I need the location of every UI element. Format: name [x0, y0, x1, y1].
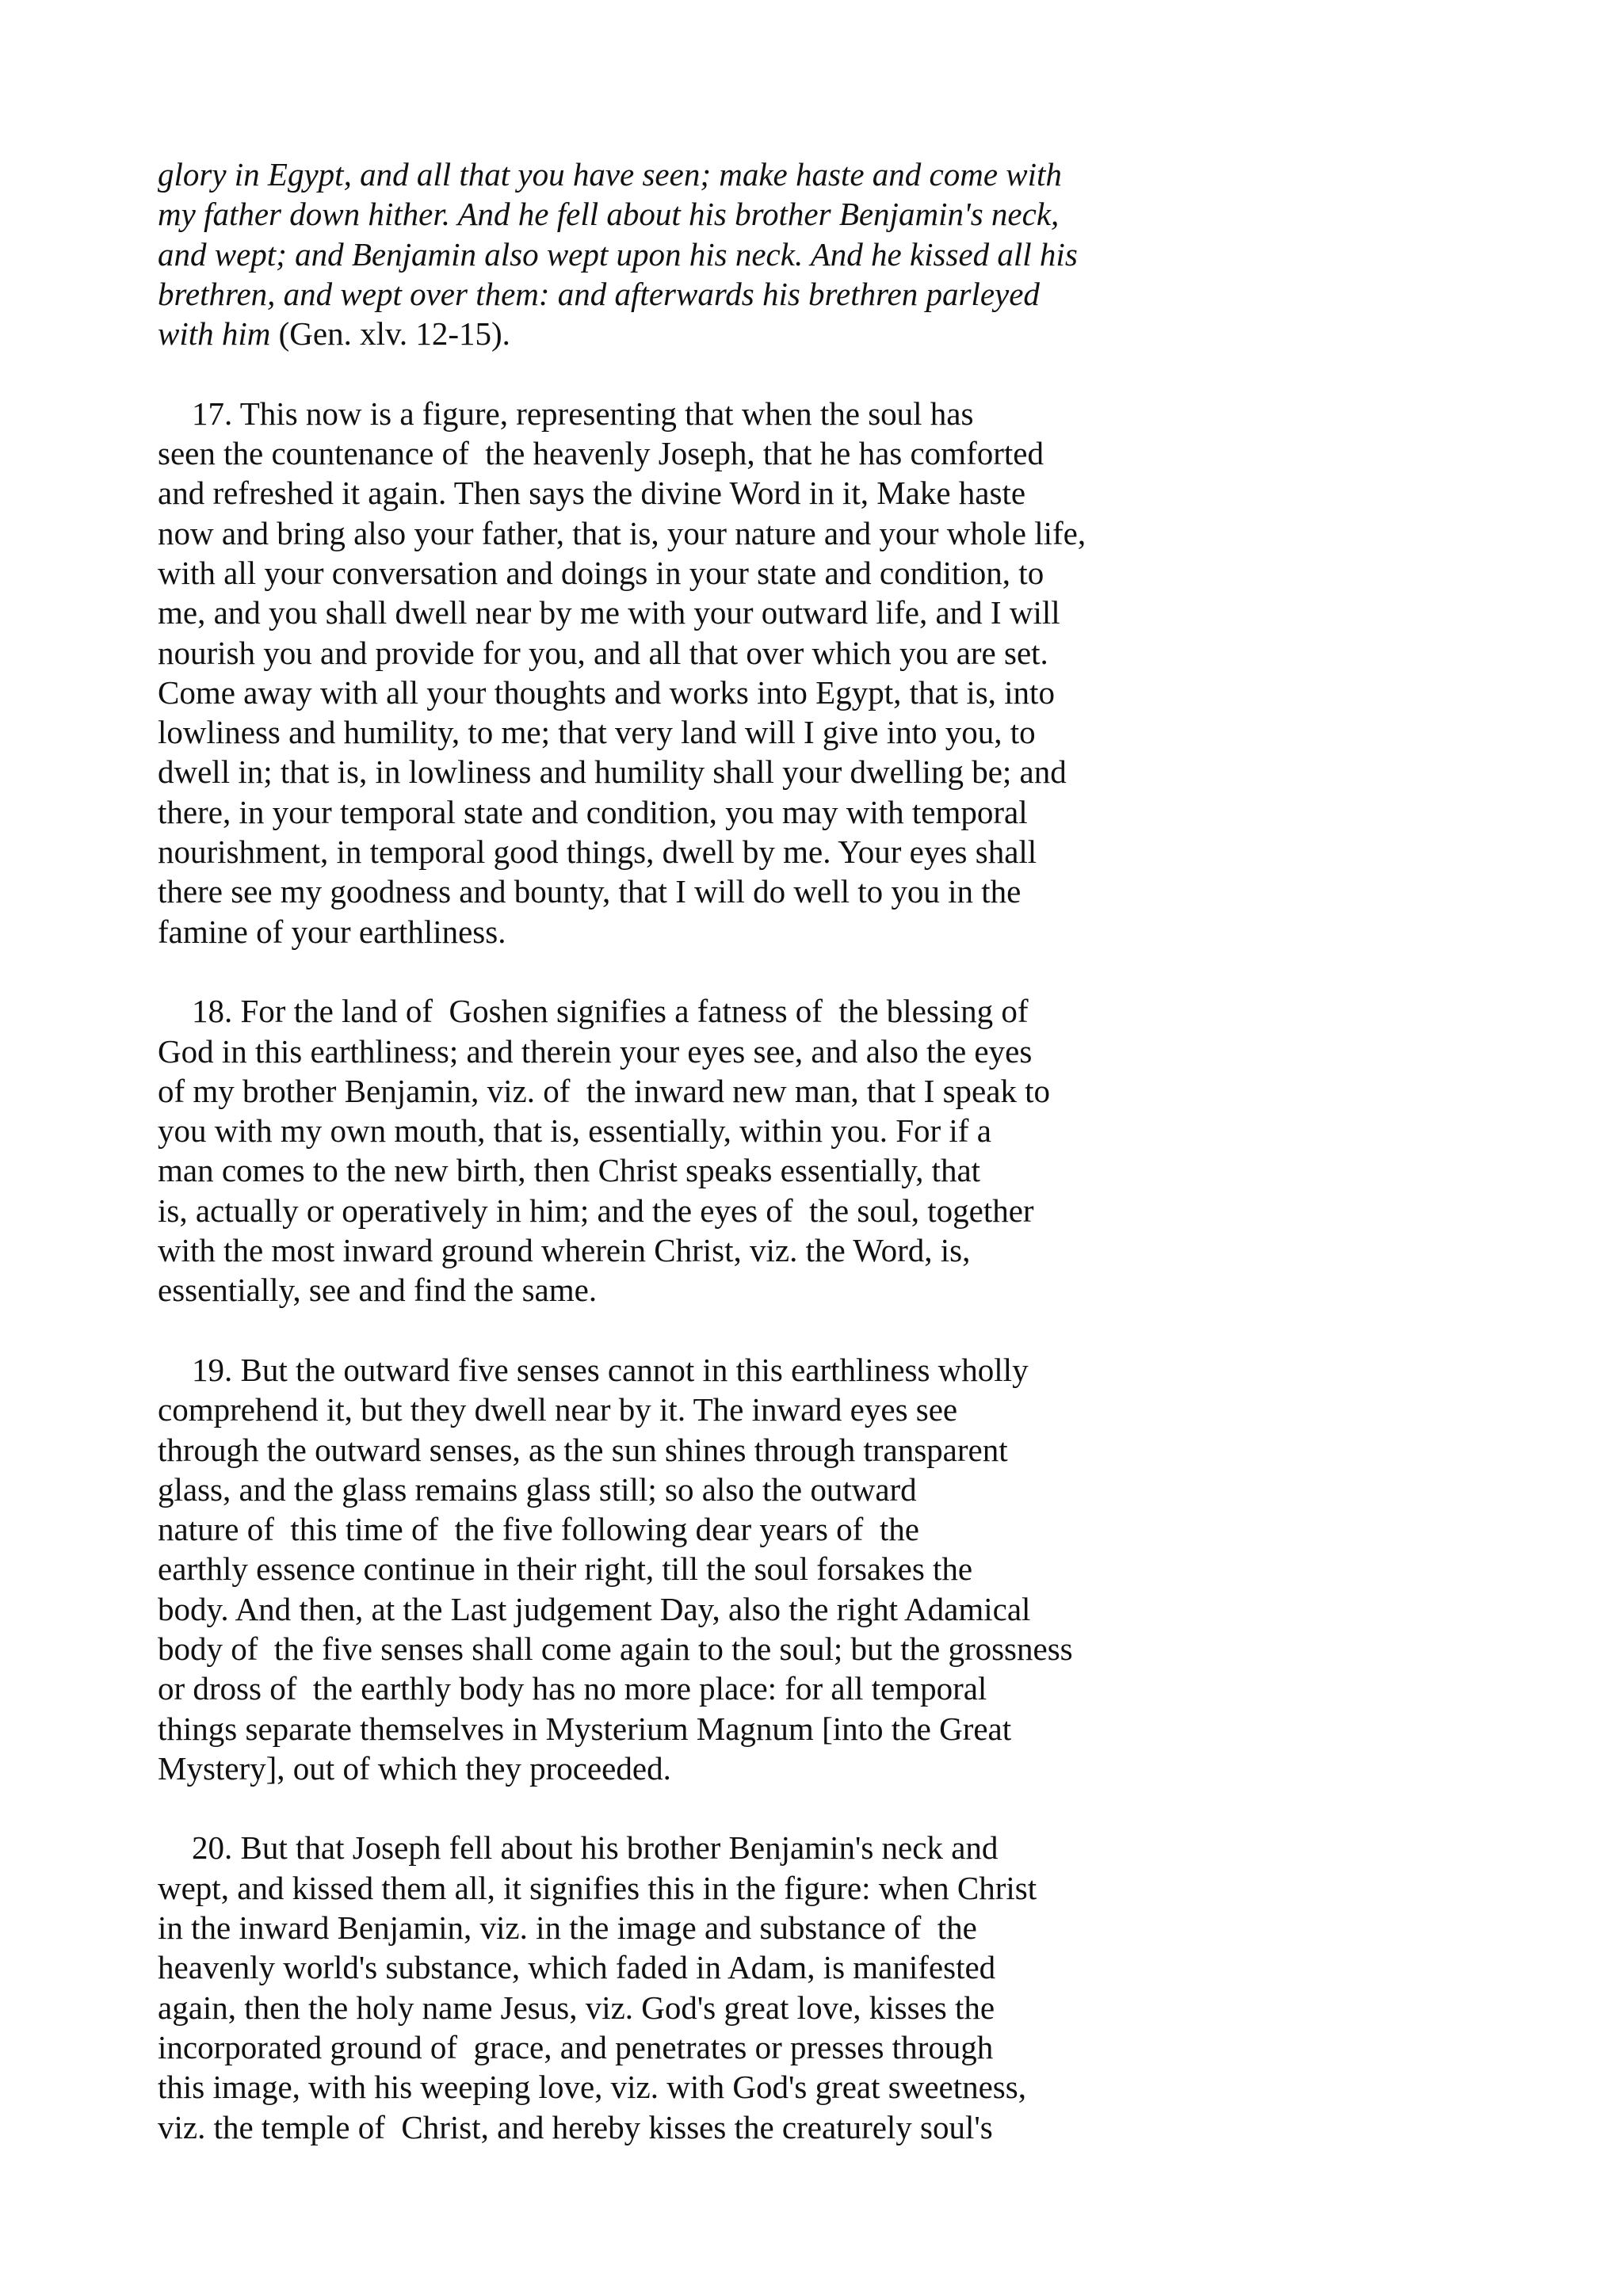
text-line: Come away with all your thoughts and works into Egypt, that is, into [158, 673, 1055, 711]
text-line: brethren, and wept over them: and afterwards his brethren parleyed [158, 275, 1040, 312]
text-line: body. And then, at the Last judgement Day, also the right Adamical [158, 1590, 1031, 1627]
paragraph-20 [158, 1828, 1505, 2146]
text-line: of my brother Benjamin, viz. of the inward new man, that I speak to [158, 1072, 1051, 1109]
text-line: again, then the holy name Jesus, viz. God's great love, kisses the [158, 1989, 995, 2026]
text-line: and wept; and Benjamin also wept upon his neck. And he kissed all his [158, 235, 1078, 273]
text-line: there see my goodness and bounty, that I will do well to you in the [158, 873, 1022, 910]
text-line: things separate themselves in Mysterium Magnum [into the Great [158, 1710, 1012, 1747]
text-line: 18. For the land of Goshen signifies a fatness of the blessing of [192, 993, 1029, 1030]
text-line: you with my own mouth, that is, essentially, within you. For if a [158, 1112, 991, 1150]
text-line: nourishment, in temporal good things, dwell by me. Your eyes shall [158, 833, 1037, 871]
text-line: famine of your earthliness. [158, 913, 506, 950]
text-line: 20. But that Joseph fell about his brother Benjamin's neck and [192, 1829, 999, 1867]
paragraph-scripture-quote [158, 154, 1505, 353]
text-line: nature of this time of the five following dear years of the [158, 1511, 919, 1548]
text-line: now and bring also your father, that is, your nature and your whole life, [158, 514, 1086, 551]
quote-text: with him [158, 315, 271, 353]
text-line [158, 314, 1505, 353]
text-line: wept, and kissed them all, it signifies this in the figure: when Christ [158, 1869, 1037, 1906]
text-line: body of the five senses shall come again to the soul; but the grossness [158, 1630, 1073, 1667]
paragraph-18 [158, 991, 1505, 1310]
text-line: glory in Egypt, and all that you have seen; make haste and come with [158, 156, 1062, 193]
text-line: man comes to the new birth, then Christ speaks essentially, that [158, 1152, 981, 1189]
text-line: comprehend it, but they dwell near by it. The inward eyes see [158, 1391, 958, 1428]
text-line: seen the countenance of the heavenly Joseph, that he has comforted [158, 435, 1044, 472]
paragraph-17 [158, 394, 1505, 952]
text-line: is, actually or operatively in him; and the eyes of the soul, together [158, 1192, 1034, 1229]
paragraph-19 [158, 1350, 1505, 1788]
text-line: incorporated ground of grace, and penetrates or presses through [158, 2028, 994, 2065]
text-line: dwell in; that is, in lowliness and humility shall your dwelling be; and [158, 753, 1067, 791]
text-line: nourish you and provide for you, and all that over which you are set. [158, 634, 1048, 671]
text-line: glass, and the glass remains glass still; so also the outward [158, 1470, 917, 1508]
text-line: or dross of the earthly body has no more place: for all temporal [158, 1670, 987, 1707]
text-line: with the most inward ground wherein Christ, viz. the Word, is, [158, 1232, 971, 1269]
text-line: God in this earthliness; and therein your eyes see, and also the eyes [158, 1032, 1033, 1070]
text-line: there, in your temporal state and condition, you may with temporal [158, 793, 1028, 830]
text-line: with all your conversation and doings in your state and condition, to [158, 554, 1044, 591]
text-line: and refreshed it again. Then says the divine Word in it, Make haste [158, 475, 1026, 512]
text-line: through the outward senses, as the sun shines through transparent [158, 1431, 1008, 1468]
text-line: 17. This now is a figure, representing that when the soul has [192, 395, 974, 432]
text-line: lowliness and humility, to me; that very land will I give into you, to [158, 714, 1036, 751]
text-line: this image, with his weeping love, viz. with God's great sweetness, [158, 2069, 1026, 2106]
text-line: my father down hither. And he fell about his brother Benjamin's neck, [158, 196, 1060, 233]
citation-text: (Gen. xlv. 12-15). [270, 315, 510, 353]
text-line: Mystery], out of which they proceeded. [158, 1749, 671, 1787]
text-line: viz. the temple of Christ, and hereby kisses the creaturely soul's [158, 2108, 993, 2145]
text-line: in the inward Benjamin, viz. in the image and substance of the [158, 1909, 977, 1947]
document-page [158, 154, 1505, 2147]
text-line: essentially, see and find the same. [158, 1272, 598, 1309]
text-line: earthly essence continue in their right, till the soul forsakes the [158, 1550, 973, 1588]
text-line: heavenly world's substance, which faded in Adam, is manifested [158, 1949, 996, 1986]
text-line: 19. But the outward five senses cannot in this earthliness wholly [192, 1351, 1029, 1388]
text-line: me, and you shall dwell near by me with your outward life, and I will [158, 594, 1060, 631]
